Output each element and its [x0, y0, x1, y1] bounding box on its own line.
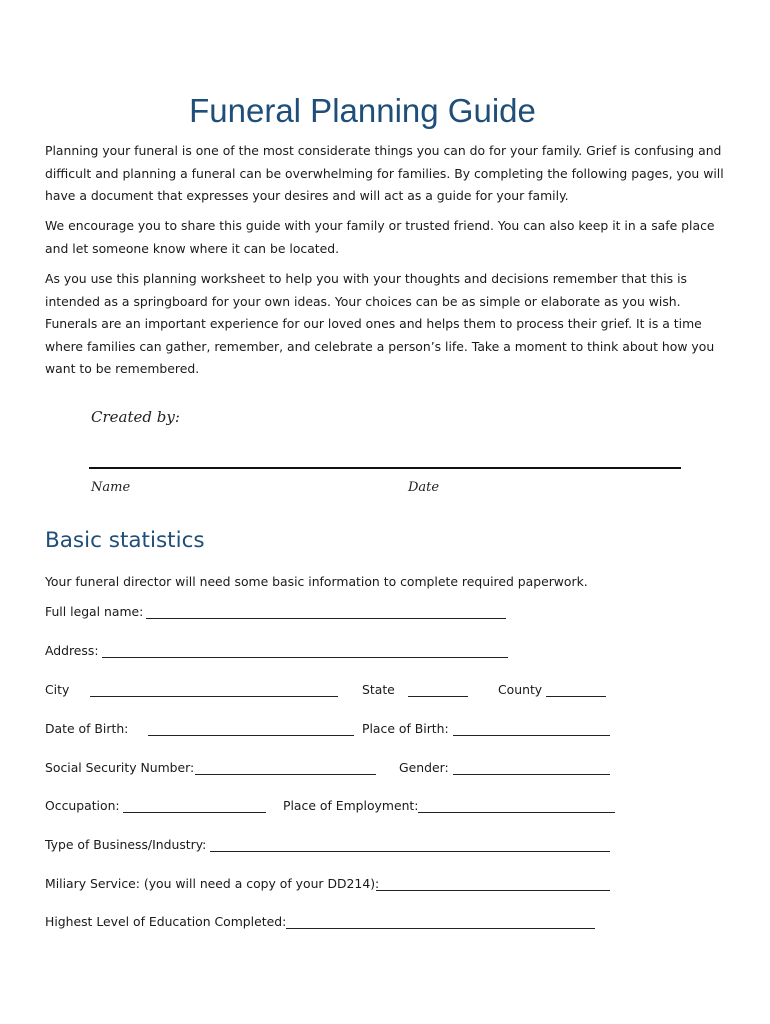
- education-label: Highest Level of Education Completed:: [45, 914, 287, 929]
- date-of-birth-field[interactable]: [148, 735, 354, 736]
- business-field[interactable]: [210, 851, 610, 852]
- place-of-birth-label: Place of Birth:: [362, 721, 449, 736]
- occupation-label: Occupation:: [45, 798, 120, 813]
- place-of-birth-field[interactable]: [453, 735, 610, 736]
- occupation-field[interactable]: [123, 812, 266, 813]
- ssn-field[interactable]: [195, 774, 376, 775]
- military-service-label: Miliary Service: (you will need a copy of your DD214):: [45, 876, 380, 891]
- signature-date-label: Date: [408, 480, 440, 495]
- county-label: County: [498, 682, 543, 697]
- address-label: Address:: [45, 643, 99, 658]
- date-of-birth-label: Date of Birth:: [45, 721, 129, 736]
- intro-paragraph-1: Planning your funeral is one of the most considerate things you can do for your family. Grief is confusing and difficult and planning a funeral can be overwhelming for families. By completing the following pages, you will have a document that expresses your desires and will act as a guide for your family.: [45, 143, 724, 203]
- intro-paragraph-2: We encourage you to share this guide with your family or trusted friend. You can also keep it in a safe place and let someone know where it can be located.: [45, 218, 715, 256]
- signature-name-label: Name: [91, 480, 131, 495]
- basic-statistics-intro: Your funeral director will need some basic information to complete required paperwork.: [45, 574, 588, 589]
- basic-statistics-heading: Basic statistics: [45, 528, 205, 553]
- gender-field[interactable]: [453, 774, 610, 775]
- military-service-field[interactable]: [376, 890, 610, 891]
- address-field[interactable]: [102, 657, 508, 658]
- place-of-employment-field[interactable]: [418, 812, 615, 813]
- full-legal-name-field[interactable]: [146, 618, 506, 619]
- business-label: Type of Business/Industry:: [45, 837, 207, 852]
- city-field[interactable]: [90, 696, 338, 697]
- created-by-label: Created by:: [91, 408, 180, 426]
- state-field[interactable]: [408, 696, 468, 697]
- signature-line[interactable]: [89, 467, 681, 469]
- gender-label: Gender:: [399, 760, 449, 775]
- page-title: Funeral Planning Guide: [189, 92, 536, 129]
- state-label: State: [362, 682, 395, 697]
- education-field[interactable]: [286, 928, 595, 929]
- full-legal-name-label: Full legal name:: [45, 604, 144, 619]
- county-field[interactable]: [546, 696, 606, 697]
- intro-paragraph-3: As you use this planning worksheet to help you with your thoughts and decisions remember that this is intended as a springboard for your own ideas. Your choices can be as simple or elaborate as you wish. Funerals are an important experience for our loved ones and helps them to process their grief. It is a time where families can gather, remember, and celebrate a person’s life. Take a moment to think about how you want to be remembered.: [45, 271, 715, 376]
- place-of-employment-label: Place of Employment:: [283, 798, 419, 813]
- city-label: City: [45, 682, 70, 697]
- ssn-label: Social Security Number:: [45, 760, 195, 775]
